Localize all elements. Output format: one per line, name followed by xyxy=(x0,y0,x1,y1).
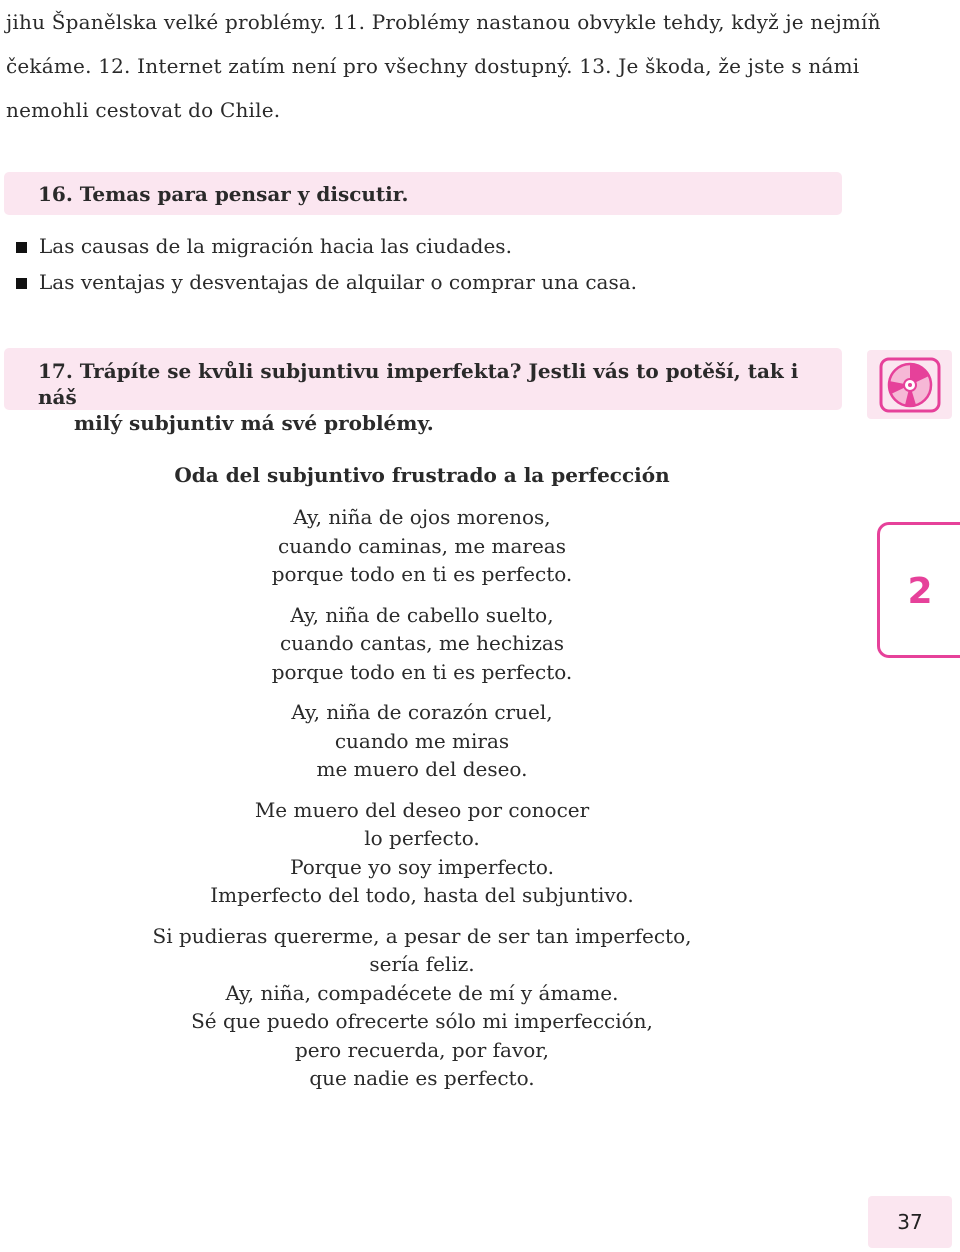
cd-audio-icon xyxy=(879,357,941,413)
poem-verse: Si pudieras quererme, a pesar de ser tan imperfecto, xyxy=(152,923,692,948)
list-item-text: Las causas de la migración hacia las ciudades. xyxy=(39,234,512,258)
list-item xyxy=(16,264,637,300)
intro-line: jihu Španělska velké problémy. 11. Problémy nastanou obvykle tehdy, když je nejmíň xyxy=(6,10,881,34)
exercise-17-heading xyxy=(38,358,828,436)
intro-text xyxy=(6,0,881,132)
page-number: 37 xyxy=(868,1196,952,1248)
poem-verse: cuando me miras xyxy=(334,728,510,753)
poem-stanza xyxy=(0,922,844,1093)
chapter-tab xyxy=(877,522,960,658)
poem-verse: Imperfecto del todo, hasta del subjuntivo. xyxy=(210,883,634,907)
poem-stanza xyxy=(0,601,844,687)
poem-verse: lo perfecto. xyxy=(364,826,480,850)
poem-verse: sería feliz. xyxy=(369,952,475,976)
poem-verse: Ay, niña, compadécete de mí y ámame. xyxy=(225,980,619,1005)
exercise-17-heading-line: milý subjuntiv má své problémy. xyxy=(74,411,434,435)
poem-verse: Porque yo soy imperfecto. xyxy=(290,854,554,879)
poem-verse: Ay, niña de ojos morenos, xyxy=(293,505,551,529)
intro-line: čekáme. 12. Internet zatím není pro všechny dostupný. 13. Je škoda, že jste s námi xyxy=(6,54,860,78)
audio-track-button[interactable] xyxy=(867,350,952,419)
poem-verse: pero recuerda, por favor, xyxy=(294,1037,550,1062)
exercise-16-heading: 16. Temas para pensar y discutir. xyxy=(38,182,409,206)
intro-line: nemohli cestovat do Chile. xyxy=(6,98,281,122)
exercise-17-heading-bar xyxy=(4,348,842,435)
poem xyxy=(0,460,844,1105)
poem-title: Oda del subjuntivo frustrado a la perfección xyxy=(174,463,670,487)
poem-stanza xyxy=(0,796,844,910)
poem-verse: me muero del deseo. xyxy=(316,757,528,781)
poem-verse: cuando caminas, me mareas xyxy=(278,533,566,558)
chapter-number: 2 xyxy=(907,571,933,612)
exercise-17-heading-line: 17. Trápíte se kvůli subjuntivu imperfekta? Jestli vás to potěší, tak i náš xyxy=(38,359,799,409)
poem-stanza xyxy=(0,698,844,784)
exercise-16-heading-bar xyxy=(4,172,842,215)
poem-verse: que nadie es perfecto. xyxy=(309,1066,535,1090)
poem-verse: cuando cantas, me hechizas xyxy=(279,631,565,655)
square-bullet-icon xyxy=(16,278,27,289)
list-item xyxy=(16,228,637,264)
poem-stanza xyxy=(0,503,844,589)
list-item-text: Las ventajas y desventajas de alquilar o comprar una casa. xyxy=(39,270,637,294)
poem-verse: Sé que puedo ofrecerte sólo mi imperfección, xyxy=(191,1009,653,1033)
poem-verse: Ay, niña de cabello suelto, xyxy=(290,602,554,627)
discussion-topics-list xyxy=(16,228,637,300)
poem-verse: porque todo en ti es perfecto. xyxy=(271,659,573,684)
poem-verse: porque todo en ti es perfecto. xyxy=(271,562,573,586)
square-bullet-icon xyxy=(16,242,27,253)
poem-verse: Ay, niña de corazón cruel, xyxy=(291,700,553,724)
poem-verse: Me muero del deseo por conocer xyxy=(254,797,590,822)
